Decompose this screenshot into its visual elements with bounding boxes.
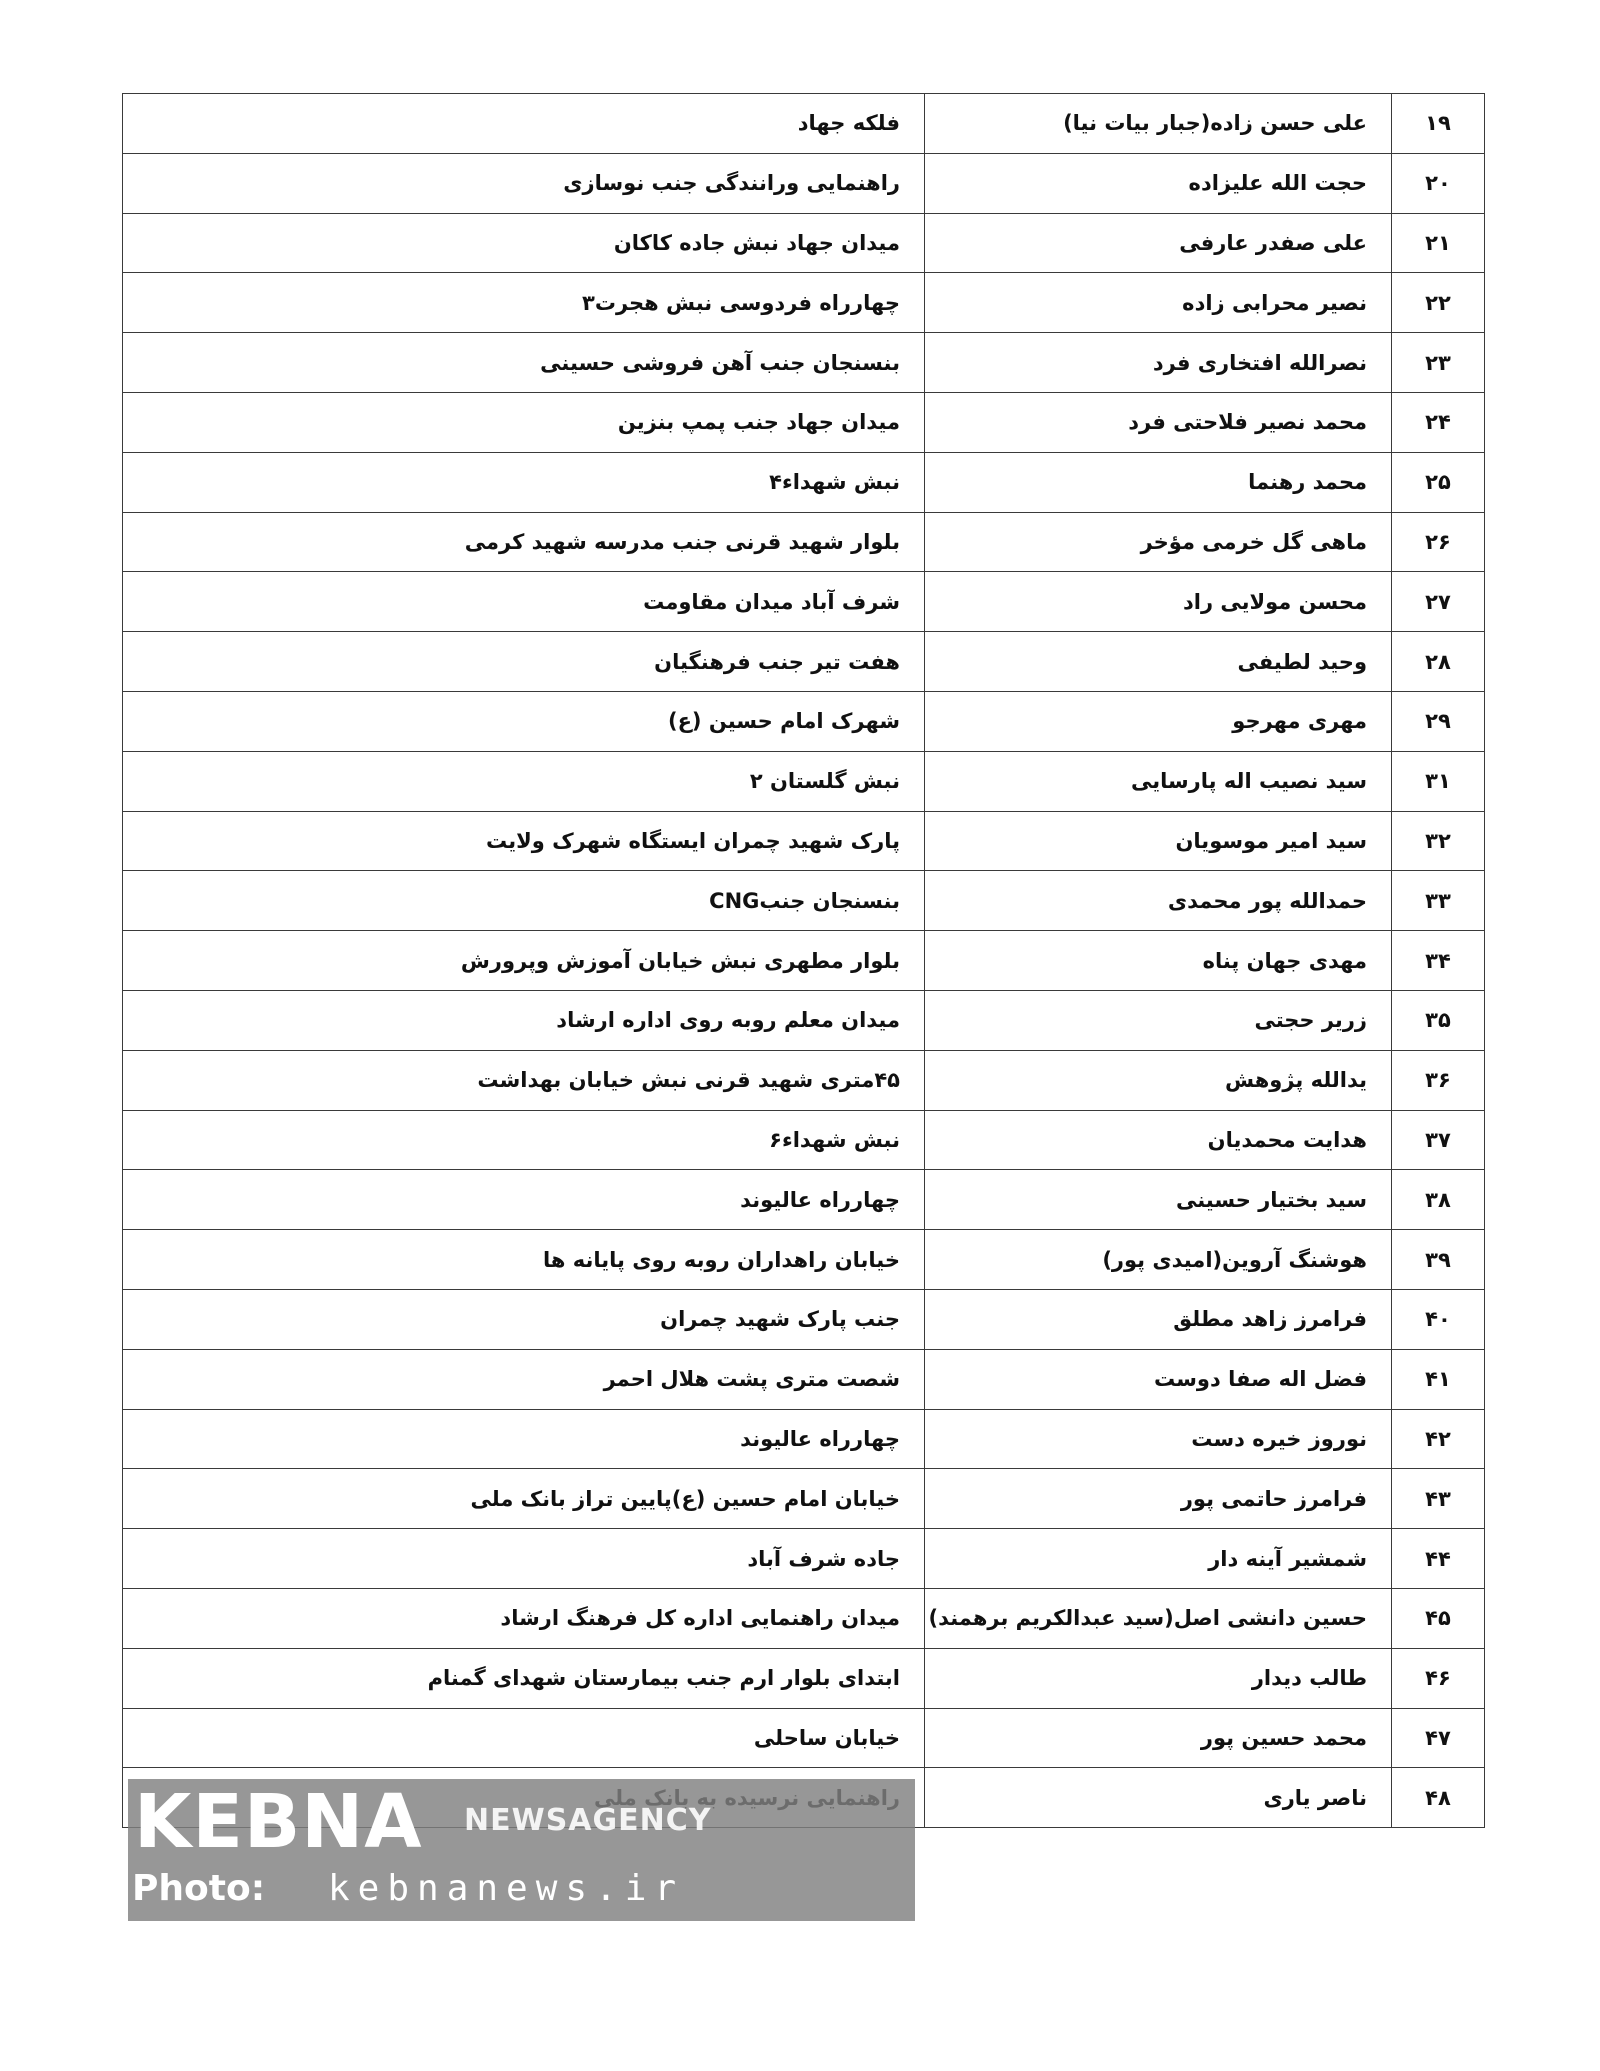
name-cell: فرامرز حاتمی پور	[925, 1469, 1392, 1529]
row-number-cell: ۴۷	[1392, 1708, 1485, 1768]
address-cell: شرف آباد میدان مقاومت	[123, 572, 925, 632]
watermark	[128, 1779, 915, 1921]
name-cell: حجت الله علیزاده	[925, 153, 1392, 213]
table-row	[123, 1648, 1485, 1708]
table-row	[123, 1469, 1485, 1529]
address-cell: خیابان راهداران روبه روی پایانه ها	[123, 1230, 925, 1290]
row-number-cell: ۲۶	[1392, 512, 1485, 572]
name-cell: نصرالله افتخاری فرد	[925, 333, 1392, 393]
address-cell: جاده شرف آباد	[123, 1529, 925, 1589]
row-number-cell: ۲۸	[1392, 632, 1485, 692]
address-cell: میدان معلم روبه روی اداره ارشاد	[123, 990, 925, 1050]
address-cell: میدان جهاد نبش جاده کاکان	[123, 213, 925, 273]
name-cell: حمدالله پور محمدی	[925, 871, 1392, 931]
address-cell: ۴۵متری شهید قرنی نبش خیابان بهداشت	[123, 1050, 925, 1110]
address-cell: چهارراه عالیوند	[123, 1409, 925, 1469]
table-row	[123, 452, 1485, 512]
table-row	[123, 273, 1485, 333]
row-number-cell: ۲۷	[1392, 572, 1485, 632]
table-row	[123, 94, 1485, 154]
table-row	[123, 1110, 1485, 1170]
table-row	[123, 811, 1485, 871]
table-row	[123, 931, 1485, 991]
address-cell: بلوار مطهری نبش خیابان آموزش وپرورش	[123, 931, 925, 991]
address-cell: شهرک امام حسین (ع)	[123, 691, 925, 751]
name-cell: وحید لطیفی	[925, 632, 1392, 692]
address-cell: فلکه جهاد	[123, 94, 925, 154]
table-row	[123, 1289, 1485, 1349]
name-cell: نوروز خیره دست	[925, 1409, 1392, 1469]
row-number-cell: ۴۰	[1392, 1289, 1485, 1349]
name-cell: نصیر محرابی زاده	[925, 273, 1392, 333]
row-number-cell: ۳۵	[1392, 990, 1485, 1050]
row-number-cell: ۳۳	[1392, 871, 1485, 931]
table-row	[123, 213, 1485, 273]
table-row	[123, 990, 1485, 1050]
address-cell: جنب پارک شهید چمران	[123, 1289, 925, 1349]
watermark-url: kebnanews.ir	[328, 1868, 685, 1909]
address-cell: بنسنجان جنب آهن فروشی حسینی	[123, 333, 925, 393]
address-cell: نبش شهداء۶	[123, 1110, 925, 1170]
name-cell: سید بختیار حسینی	[925, 1170, 1392, 1230]
address-cell: میدان راهنمایی اداره کل فرهنگ ارشاد	[123, 1588, 925, 1648]
name-cell: علی حسن زاده(جبار بیات نیا)	[925, 94, 1392, 154]
address-cell: بنسنجان جنبCNG	[123, 871, 925, 931]
table-row	[123, 871, 1485, 931]
address-cell: چهارراه فردوسی نبش هجرت۳	[123, 273, 925, 333]
name-cell: محمد نصیر فلاحتی فرد	[925, 392, 1392, 452]
address-cell: نبش گلستان ۲	[123, 751, 925, 811]
row-number-cell: ۱۹	[1392, 94, 1485, 154]
name-cell: شمشیر آینه دار	[925, 1529, 1392, 1589]
name-cell: مهدی جهان پناه	[925, 931, 1392, 991]
address-cell: میدان جهاد جنب پمپ بنزین	[123, 392, 925, 452]
name-cell: سید نصیب اله پارسایی	[925, 751, 1392, 811]
row-number-cell: ۴۶	[1392, 1648, 1485, 1708]
name-cell: طالب دیدار	[925, 1648, 1392, 1708]
name-cell: محمد رهنما	[925, 452, 1392, 512]
row-number-cell: ۲۹	[1392, 691, 1485, 751]
address-cell: خیابان ساحلی	[123, 1708, 925, 1768]
row-number-cell: ۲۴	[1392, 392, 1485, 452]
row-number-cell: ۳۷	[1392, 1110, 1485, 1170]
row-number-cell: ۳۹	[1392, 1230, 1485, 1290]
table-row	[123, 691, 1485, 751]
name-cell: هدایت محمدیان	[925, 1110, 1392, 1170]
row-number-cell: ۲۵	[1392, 452, 1485, 512]
row-number-cell: ۳۴	[1392, 931, 1485, 991]
table-row	[123, 1349, 1485, 1409]
table-row	[123, 1708, 1485, 1768]
name-cell: حسین دانشی اصل(سید عبدالکریم برهمند)	[925, 1588, 1392, 1648]
table-row	[123, 392, 1485, 452]
table-row	[123, 572, 1485, 632]
name-cell: ماهی گل خرمی مؤخر	[925, 512, 1392, 572]
name-cell: محسن مولایی راد	[925, 572, 1392, 632]
name-cell: یدالله پژوهش	[925, 1050, 1392, 1110]
address-cell: چهارراه عالیوند	[123, 1170, 925, 1230]
table-row	[123, 512, 1485, 572]
row-number-cell: ۳۲	[1392, 811, 1485, 871]
table-row	[123, 1230, 1485, 1290]
address-cell: ابتدای بلوار ارم جنب بیمارستان شهدای گمنام	[123, 1648, 925, 1708]
name-cell: سید امیر موسویان	[925, 811, 1392, 871]
row-number-cell: ۴۱	[1392, 1349, 1485, 1409]
address-cell: پارک شهید چمران ایستگاه شهرک ولایت	[123, 811, 925, 871]
name-cell: محمد حسین پور	[925, 1708, 1392, 1768]
watermark-subtitle: NEWSAGENCY	[464, 1803, 712, 1838]
address-cell: بلوار شهید قرنی جنب مدرسه شهید کرمی	[123, 512, 925, 572]
table-row	[123, 632, 1485, 692]
row-number-cell: ۴۸	[1392, 1768, 1485, 1828]
table-row	[123, 153, 1485, 213]
address-cell: هفت تیر جنب فرهنگیان	[123, 632, 925, 692]
row-number-cell: ۲۲	[1392, 273, 1485, 333]
row-number-cell: ۳۱	[1392, 751, 1485, 811]
row-number-cell: ۳۶	[1392, 1050, 1485, 1110]
row-number-cell: ۲۰	[1392, 153, 1485, 213]
name-cell: ناصر یاری	[925, 1768, 1392, 1828]
row-number-cell: ۴۳	[1392, 1469, 1485, 1529]
row-number-cell: ۲۳	[1392, 333, 1485, 393]
table-row	[123, 1409, 1485, 1469]
table-row	[123, 1050, 1485, 1110]
row-number-cell: ۳۸	[1392, 1170, 1485, 1230]
name-cell: فضل اله صفا دوست	[925, 1349, 1392, 1409]
roster-table	[122, 93, 1485, 1828]
address-cell: نبش شهداء۴	[123, 452, 925, 512]
table-row	[123, 1529, 1485, 1589]
roster-table-body	[123, 94, 1485, 1828]
address-cell: شصت متری پشت هلال احمر	[123, 1349, 925, 1409]
table-row	[123, 333, 1485, 393]
address-cell: خیابان امام حسین (ع)پایین تراز بانک ملی	[123, 1469, 925, 1529]
name-cell: علی صفدر عارفی	[925, 213, 1392, 273]
name-cell: زریر حجتی	[925, 990, 1392, 1050]
watermark-brand: KEBNA	[134, 1779, 423, 1865]
name-cell: هوشنگ آروین(امیدی پور)	[925, 1230, 1392, 1290]
watermark-photo-label: Photo:	[132, 1868, 266, 1909]
table-row	[123, 1588, 1485, 1648]
name-cell: فرامرز زاهد مطلق	[925, 1289, 1392, 1349]
address-cell: راهنمایی ورانندگی جنب نوسازی	[123, 153, 925, 213]
row-number-cell: ۴۵	[1392, 1588, 1485, 1648]
row-number-cell: ۴۴	[1392, 1529, 1485, 1589]
table-row	[123, 1170, 1485, 1230]
row-number-cell: ۴۲	[1392, 1409, 1485, 1469]
name-cell: مهری مهرجو	[925, 691, 1392, 751]
row-number-cell: ۲۱	[1392, 213, 1485, 273]
table-row	[123, 751, 1485, 811]
